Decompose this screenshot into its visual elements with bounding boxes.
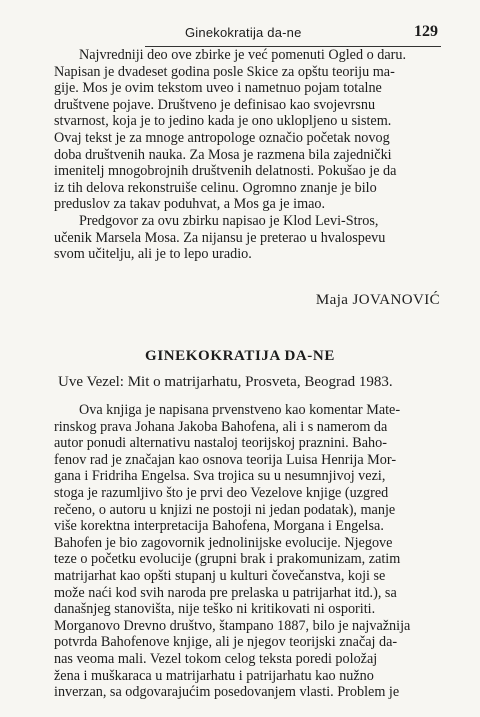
text-line: svom učitelju, ali je to lepo uradio. [54,246,252,263]
running-header [40,22,440,44]
text-line: može naći kod svih naroda pre prelaska u patrijarhat itd.), sa [54,584,397,601]
text-line: gije. Mos je ovim tekstom uveo i nametnuo pojam totalne [54,80,382,97]
text-line: inverzan, sa odgovarajućim posedovanjem vlasti. Problem je [54,684,400,701]
text-line: Najvredniji deo ove zbirke je već pomenuti Ogled o daru. [79,47,406,63]
text-line: teze o početku evolucije (grupni brak i prakomunizam, zatim [54,551,401,568]
text-line: rečeno, o autoru u knjizi ne postoji ni jedan podatak), manje [54,501,396,518]
text-line: Ova knjiga je napisana prvenstveno kao komentar Mate- [79,402,401,418]
review-text [54,402,439,701]
text-line: doba društvenih nauka. Za Mosa je razmena bila zajednički [54,146,392,163]
section-title: GINEKOKRATIJA DA-NE [145,348,335,364]
text-line: iz tih delova rekonstruiše celinu. Ogromno znanje je bilo [54,179,377,196]
text-line: autor ponudi alternativu nastaloj teorijskoj praznini. Baho- [54,435,387,452]
intro-text [54,47,439,263]
text-line: gana i Fridriha Engelsa. Sva trojica su u nesumnjivoj vezi, [54,468,386,485]
text-line: žena i muškaraca u matrijarhatu i patrijarhatu kao nužno [54,667,374,684]
text-line: stoga je razumljivo što je prvi deo Vezelove knjige (uzgred [54,484,389,501]
running-title: Ginekokratija da-ne [185,25,302,40]
text-line: preduslov za takav poduhvat, a Mos ga je imao. [54,196,326,213]
author-signature: Maja JOVANOVIĆ [315,292,440,308]
text-line: više korektna interpretacija Bahofena, Morgana i Engelsa. [54,518,384,535]
text-line: današnjeg stanovišta, nije teško ni kritikovati ni osporiti. [54,601,376,618]
text-line: Ovaj tekst je za mnoge antropologe označio početak novog [54,129,390,146]
page-number: 129 [414,23,438,40]
text-line: učenik Marsela Mosa. Za nijansu je preterao u hvalospevu [54,229,386,246]
text-line: Bahofen je bio zagovornik jednolinijske evolucije. Njegove [54,534,393,551]
text-line: Morganovo Drevno društvo, štampano 1887, bilo je najvažnija [54,617,411,634]
book-citation: Uve Vezel: Mit o matrijarhatu, Prosveta, Beograd 1983. [58,374,393,390]
text-line: društvene pojave. Društveno je definisao kao svojevrsnu [54,96,376,113]
text-line: nas veoma mali. Vezel tokom celog teksta poredi položaj [54,650,378,667]
text-line: Predgovor za ovu zbirku napisao je Klod Levi-Stros, [79,212,379,229]
text-line: stvarnost, koja je to jedino kada je ono uklopljeno u sistem. [54,113,392,130]
text-line: potvrda Bahofenove knjige, ali je njegov teorijski značaj da- [54,634,398,651]
text-line: matrijarhat kao opšti stupanj u kulturi čovečanstva, koji se [54,567,386,584]
text-line: Napisan je dvadeset godina posle Skice za opštu teoriju ma- [54,63,395,80]
text-line: fenov rad je značajan kao osnova teorija Luisa Henrija Mor- [54,451,397,468]
text-line: imenitelj mnogobrojnih društvenih delatnosti. Pokušao je da [54,163,397,180]
text-line: rinskog prava Johana Jakoba Bahofena, ali i s namerom da [54,418,388,435]
